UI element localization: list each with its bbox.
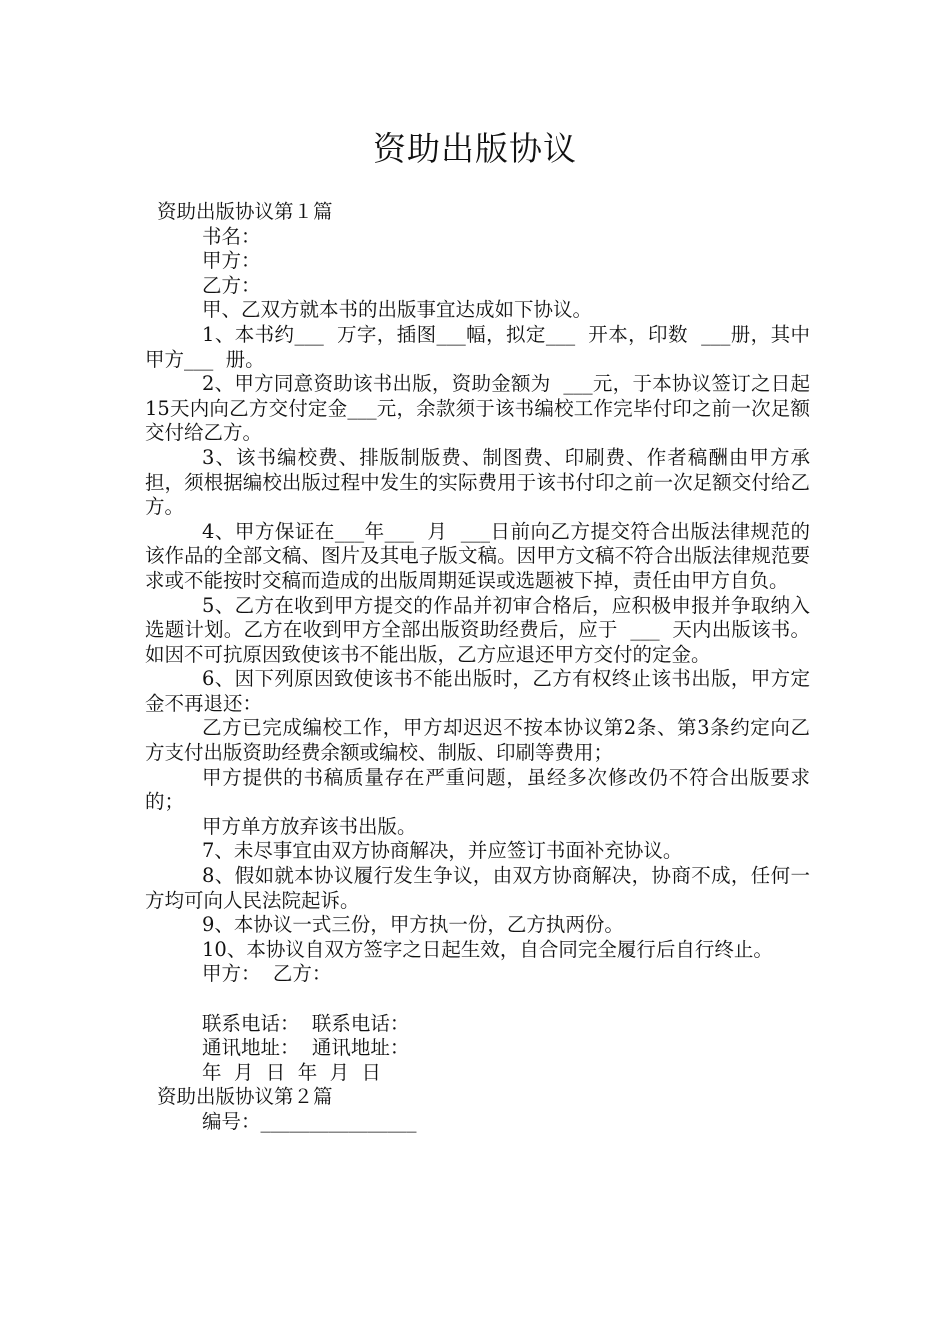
document-title: 资助出版协议 xyxy=(373,129,577,168)
signature-phone: 联系电话： 联系电话： xyxy=(202,1011,410,1035)
field-party-a: 甲方： xyxy=(202,249,261,273)
section-heading: 资助出版协议第１篇 xyxy=(157,200,333,223)
intro-paragraph: 甲、乙双方就本书的出版事宜达成如下协议。 xyxy=(202,298,593,322)
clause-paragraph: 9、本协议一式三份，甲方执一份，乙方执两份。 xyxy=(202,913,624,937)
clause-paragraph: 6、因下列原因致使该书不能出版时，乙方有权终止该书出版，甲方定金不再退还： xyxy=(145,667,810,715)
clause-paragraph: 甲方单方放弃该书出版。 xyxy=(202,814,417,838)
signature-date: 年 月 日 年 月 日 xyxy=(202,1060,381,1084)
field-book-name: 书名： xyxy=(202,224,261,248)
clause-paragraph: 10、本协议自双方签字之日起生效，自合同完全履行后自行终止。 xyxy=(202,937,773,961)
signature-parties: 甲方： 乙方： xyxy=(202,962,332,986)
field-party-b: 乙方： xyxy=(202,273,261,297)
clause-paragraph: 乙方已完成编校工作，甲方却迟迟不按本协议第2条、第3条约定向乙方支付出版资助经费余额或编校、制版、印刷等费用； xyxy=(145,716,810,765)
section-heading: 资助出版协议第２篇 xyxy=(157,1085,333,1109)
document-body xyxy=(145,200,810,1135)
clause-paragraph: 4、甲方保证在___年___ 月 ___日前向乙方提交符合出版法律规范的该作品的全部文稿、图片及其电子版文稿。因甲方文稿不符合出版法律规范要求或不能按时交稿而造成的出版周期延误或选题被下掉，责任由甲方自负。 xyxy=(145,519,810,592)
clause-paragraph: 7、未尽事宜由双方协商解决，并应签订书面补充协议。 xyxy=(202,839,683,863)
clause-paragraph: 2、甲方同意资助该书出版，资助金额为 ___元，于本协议签订之日起15天内向乙方交付定金___元，余款须于该书编校工作完毕付印之前一次足额交付给乙方。 xyxy=(145,372,810,445)
clause-paragraph: 5、乙方在收到甲方提交的作品并初审合格后，应积极申报并争取纳入选题计划。乙方在收到甲方全部出版资助经费后，应于 ___ 天内出版该书。如因不可抗原因致使该书不能出版，乙方应退还甲方交付的定金。 xyxy=(145,593,810,666)
signature-address: 通讯地址： 通讯地址： xyxy=(202,1036,410,1060)
clause-paragraph: 1、本书约___ 万字，插图___幅，拟定___ 开本，印数 ___册，其中甲方___ 册。 xyxy=(145,322,810,371)
clause-paragraph: 3、该书编校费、排版制版费、制图费、印刷费、作者稿酬由甲方承担，须根据编校出版过程中发生的实际费用于该书付印之前一次足额交付给乙方。 xyxy=(145,445,810,519)
clause-paragraph: 甲方提供的书稿质量存在严重问题，虽经多次修改仍不符合出版要求的； xyxy=(145,765,810,814)
blank-line xyxy=(145,987,810,1012)
clause-paragraph: 8、假如就本协议履行发生争议，由双方协商解决，协商不成，任何一方均可向人民法院起诉。 xyxy=(145,864,810,912)
field-number: 编号：________________ xyxy=(202,1109,417,1133)
